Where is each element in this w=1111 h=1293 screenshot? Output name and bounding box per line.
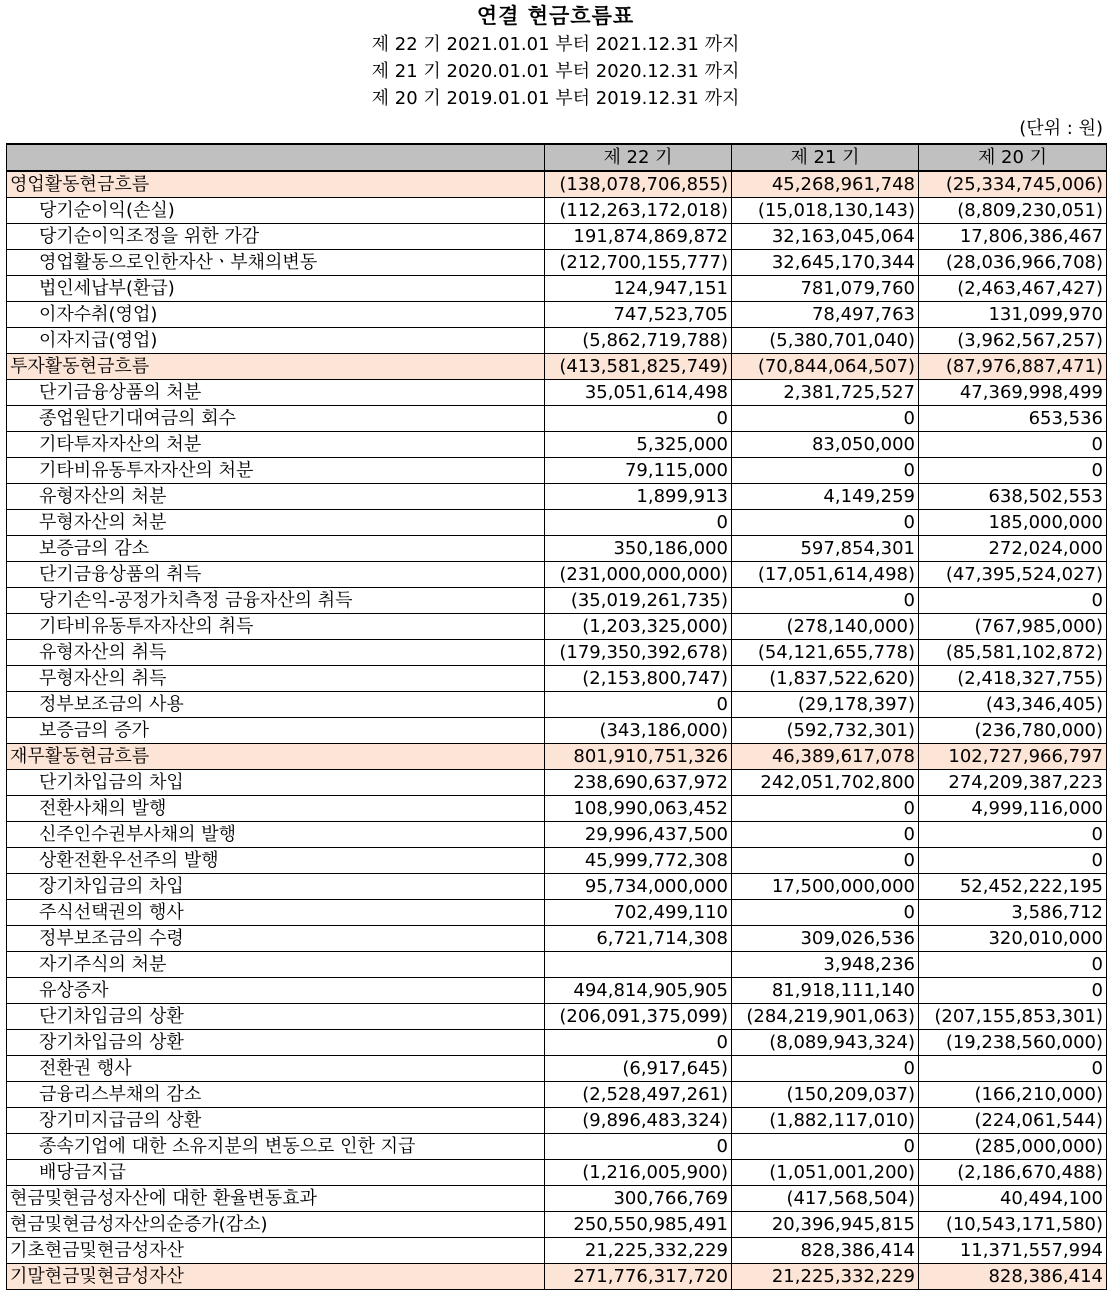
unit-label: (단위 : 원) — [1019, 118, 1103, 139]
value-period-21: 0 — [732, 588, 919, 614]
value-period-20: (2,463,467,427) — [919, 276, 1107, 302]
value-period-20: (25,334,745,006) — [919, 171, 1107, 198]
value-period-22: 124,947,151 — [545, 276, 732, 302]
row-label: 기초현금및현금성자산 — [7, 1238, 545, 1264]
value-period-21: (592,732,301) — [732, 718, 919, 744]
value-period-22: (5,862,719,788) — [545, 328, 732, 354]
column-header-label — [7, 144, 545, 171]
value-period-21: 83,050,000 — [732, 432, 919, 458]
value-period-20: 320,010,000 — [919, 926, 1107, 952]
value-period-22: 0 — [545, 1030, 732, 1056]
value-period-22: 271,776,317,720 — [545, 1264, 732, 1290]
value-period-22: 1,899,913 — [545, 484, 732, 510]
table-row — [7, 406, 1107, 432]
value-period-20: (47,395,524,027) — [919, 562, 1107, 588]
row-label: 장기차입금의 상환 — [7, 1030, 545, 1056]
value-period-20: 0 — [919, 952, 1107, 978]
value-period-22: 79,115,000 — [545, 458, 732, 484]
row-label: 기말현금및현금성자산 — [7, 1264, 545, 1290]
value-period-22: (1,216,005,900) — [545, 1160, 732, 1186]
value-period-21: (8,089,943,324) — [732, 1030, 919, 1056]
row-label: 무형자산의 처분 — [7, 510, 545, 536]
table-row — [7, 718, 1107, 744]
row-label: 유형자산의 취득 — [7, 640, 545, 666]
value-period-20: (28,036,966,708) — [919, 250, 1107, 276]
value-period-21: 81,918,111,140 — [732, 978, 919, 1004]
value-period-22: 300,766,769 — [545, 1186, 732, 1212]
value-period-22: 0 — [545, 692, 732, 718]
row-label: 자기주식의 처분 — [7, 952, 545, 978]
row-label: 주식선택권의 행사 — [7, 900, 545, 926]
table-header-row — [7, 144, 1107, 171]
row-label: 전환사채의 발행 — [7, 796, 545, 822]
value-period-20: 828,386,414 — [919, 1264, 1107, 1290]
table-row — [7, 588, 1107, 614]
table-row — [7, 562, 1107, 588]
value-period-20: 52,452,222,195 — [919, 874, 1107, 900]
row-label: 현금및현금성자산의순증가(감소) — [7, 1212, 545, 1238]
value-period-22: 350,186,000 — [545, 536, 732, 562]
value-period-20: 0 — [919, 458, 1107, 484]
table-body — [7, 171, 1107, 1290]
value-period-20: 17,806,386,467 — [919, 224, 1107, 250]
table-row — [7, 1212, 1107, 1238]
table-row — [7, 1108, 1107, 1134]
table-row — [7, 1134, 1107, 1160]
row-label: 현금및현금성자산에 대한 환율변동효과 — [7, 1186, 545, 1212]
row-label: 유상증자 — [7, 978, 545, 1004]
value-period-20: 4,999,116,000 — [919, 796, 1107, 822]
value-period-21: (70,844,064,507) — [732, 354, 919, 380]
table-row — [7, 926, 1107, 952]
row-label: 재무활동현금흐름 — [7, 744, 545, 770]
value-period-21: 4,149,259 — [732, 484, 919, 510]
value-period-22: 29,996,437,500 — [545, 822, 732, 848]
value-period-20: 0 — [919, 1056, 1107, 1082]
value-period-20: (285,000,000) — [919, 1134, 1107, 1160]
value-period-21: 242,051,702,800 — [732, 770, 919, 796]
table-row — [7, 770, 1107, 796]
value-period-21: 2,381,725,527 — [732, 380, 919, 406]
row-label: 보증금의 증가 — [7, 718, 545, 744]
value-period-22: 5,325,000 — [545, 432, 732, 458]
section-row — [7, 354, 1107, 380]
value-period-20: (767,985,000) — [919, 614, 1107, 640]
row-label: 장기미지급금의 상환 — [7, 1108, 545, 1134]
value-period-20: (2,418,327,755) — [919, 666, 1107, 692]
row-label: 유형자산의 처분 — [7, 484, 545, 510]
value-period-21: (284,219,901,063) — [732, 1004, 919, 1030]
table-row — [7, 510, 1107, 536]
row-label: 기타비유동투자자산의 취득 — [7, 614, 545, 640]
table-row — [7, 432, 1107, 458]
row-label: 이자지급(영업) — [7, 328, 545, 354]
section-row — [7, 171, 1107, 198]
value-period-22: (2,153,800,747) — [545, 666, 732, 692]
value-period-20: 653,536 — [919, 406, 1107, 432]
value-period-21: (278,140,000) — [732, 614, 919, 640]
column-header-period-21: 제 21 기 — [732, 144, 919, 171]
row-label: 단기차입금의 상환 — [7, 1004, 545, 1030]
table-row — [7, 328, 1107, 354]
value-period-21: 32,645,170,344 — [732, 250, 919, 276]
section-row — [7, 744, 1107, 770]
value-period-22: 6,721,714,308 — [545, 926, 732, 952]
value-period-20: 272,024,000 — [919, 536, 1107, 562]
row-label: 배당금지급 — [7, 1160, 545, 1186]
value-period-22: (2,528,497,261) — [545, 1082, 732, 1108]
table-row — [7, 484, 1107, 510]
value-period-21: (1,051,001,200) — [732, 1160, 919, 1186]
row-label: 전환권 행사 — [7, 1056, 545, 1082]
value-period-21: (29,178,397) — [732, 692, 919, 718]
value-period-21: (150,209,037) — [732, 1082, 919, 1108]
value-period-21: 32,163,045,064 — [732, 224, 919, 250]
value-period-20: (166,210,000) — [919, 1082, 1107, 1108]
value-period-22: (9,896,483,324) — [545, 1108, 732, 1134]
value-period-22: (212,700,155,777) — [545, 250, 732, 276]
value-period-20: 40,494,100 — [919, 1186, 1107, 1212]
value-period-20: (2,186,670,488) — [919, 1160, 1107, 1186]
value-period-22: 45,999,772,308 — [545, 848, 732, 874]
value-period-22: 747,523,705 — [545, 302, 732, 328]
value-period-20: 102,727,966,797 — [919, 744, 1107, 770]
value-period-22: 35,051,614,498 — [545, 380, 732, 406]
value-period-22: 191,874,869,872 — [545, 224, 732, 250]
value-period-22: (206,091,375,099) — [545, 1004, 732, 1030]
row-label: 단기금융상품의 취득 — [7, 562, 545, 588]
value-period-21: 0 — [732, 458, 919, 484]
value-period-21: 21,225,332,229 — [732, 1264, 919, 1290]
value-period-20: (43,346,405) — [919, 692, 1107, 718]
value-period-22: (179,350,392,678) — [545, 640, 732, 666]
table-row — [7, 224, 1107, 250]
value-period-20: 0 — [919, 822, 1107, 848]
table-row — [7, 302, 1107, 328]
table-row — [7, 250, 1107, 276]
value-period-22: 801,910,751,326 — [545, 744, 732, 770]
period-line-22: 제 22 기 2021.01.01 부터 2021.12.31 까지 — [371, 34, 740, 55]
value-period-21: 0 — [732, 1056, 919, 1082]
value-period-20: 131,099,970 — [919, 302, 1107, 328]
row-label: 단기차입금의 차입 — [7, 770, 545, 796]
value-period-22: 21,225,332,229 — [545, 1238, 732, 1264]
row-label: 정부보조금의 수령 — [7, 926, 545, 952]
value-period-22: 0 — [545, 406, 732, 432]
value-period-21: (417,568,504) — [732, 1186, 919, 1212]
value-period-20: 638,502,553 — [919, 484, 1107, 510]
value-period-21: 828,386,414 — [732, 1238, 919, 1264]
value-period-21: (1,837,522,620) — [732, 666, 919, 692]
value-period-20: (8,809,230,051) — [919, 198, 1107, 224]
row-label: 영업활동으로인한자산ㆍ부채의변동 — [7, 250, 545, 276]
statement-title: 연결 현금흐름표 — [476, 4, 635, 28]
row-label: 상환전환우선주의 발행 — [7, 848, 545, 874]
table-row — [7, 1082, 1107, 1108]
value-period-21: 45,268,961,748 — [732, 171, 919, 198]
value-period-22: 0 — [545, 510, 732, 536]
table-row — [7, 1186, 1107, 1212]
table-row — [7, 380, 1107, 406]
value-period-20: (87,976,887,471) — [919, 354, 1107, 380]
table-row — [7, 978, 1107, 1004]
value-period-21: 781,079,760 — [732, 276, 919, 302]
row-label: 이자수취(영업) — [7, 302, 545, 328]
table-row — [7, 796, 1107, 822]
value-period-21: 17,500,000,000 — [732, 874, 919, 900]
value-period-21: (5,380,701,040) — [732, 328, 919, 354]
value-period-21: 309,026,536 — [732, 926, 919, 952]
table-row — [7, 1160, 1107, 1186]
value-period-22 — [545, 952, 732, 978]
value-period-20: 47,369,998,499 — [919, 380, 1107, 406]
table-row — [7, 536, 1107, 562]
table-row — [7, 822, 1107, 848]
table-row — [7, 952, 1107, 978]
value-period-21: 0 — [732, 900, 919, 926]
row-label: 기타투자자산의 처분 — [7, 432, 545, 458]
value-period-20: 3,586,712 — [919, 900, 1107, 926]
row-label: 법인세납부(환급) — [7, 276, 545, 302]
value-period-21: 20,396,945,815 — [732, 1212, 919, 1238]
table-row — [7, 614, 1107, 640]
value-period-20: (19,238,560,000) — [919, 1030, 1107, 1056]
cash-flow-table — [6, 143, 1107, 1290]
table-row — [7, 640, 1107, 666]
row-label: 종업원단기대여금의 회수 — [7, 406, 545, 432]
table-row — [7, 848, 1107, 874]
value-period-21: 3,948,236 — [732, 952, 919, 978]
value-period-20: (224,061,544) — [919, 1108, 1107, 1134]
value-period-22: (35,019,261,735) — [545, 588, 732, 614]
value-period-22: 95,734,000,000 — [545, 874, 732, 900]
row-label: 단기금융상품의 처분 — [7, 380, 545, 406]
value-period-20: 0 — [919, 978, 1107, 1004]
value-period-22: (231,000,000,000) — [545, 562, 732, 588]
row-label: 당기순이익조정을 위한 가감 — [7, 224, 545, 250]
value-period-20: (10,543,171,580) — [919, 1212, 1107, 1238]
value-period-21: 0 — [732, 510, 919, 536]
row-label: 투자활동현금흐름 — [7, 354, 545, 380]
value-period-21: 0 — [732, 822, 919, 848]
value-period-22: 250,550,985,491 — [545, 1212, 732, 1238]
value-period-21: 0 — [732, 848, 919, 874]
row-label: 당기손익-공정가치측정 금융자산의 취득 — [7, 588, 545, 614]
table-row — [7, 1030, 1107, 1056]
value-period-22: 0 — [545, 1134, 732, 1160]
value-period-20: (236,780,000) — [919, 718, 1107, 744]
value-period-20: 11,371,557,994 — [919, 1238, 1107, 1264]
table-row — [7, 276, 1107, 302]
value-period-22: (413,581,825,749) — [545, 354, 732, 380]
row-label: 신주인수권부사채의 발행 — [7, 822, 545, 848]
value-period-21: 0 — [732, 1134, 919, 1160]
value-period-20: 0 — [919, 588, 1107, 614]
period-line-20: 제 20 기 2019.01.01 부터 2019.12.31 까지 — [371, 88, 740, 109]
table-row — [7, 458, 1107, 484]
row-label: 기타비유동투자자산의 처분 — [7, 458, 545, 484]
row-label: 종속기업에 대한 소유지분의 변동으로 인한 지급 — [7, 1134, 545, 1160]
table-row — [7, 1238, 1107, 1264]
value-period-21: (17,051,614,498) — [732, 562, 919, 588]
value-period-22: 238,690,637,972 — [545, 770, 732, 796]
value-period-21: (1,882,117,010) — [732, 1108, 919, 1134]
table-row — [7, 1056, 1107, 1082]
table-row — [7, 900, 1107, 926]
value-period-20: 0 — [919, 432, 1107, 458]
table-row — [7, 1004, 1107, 1030]
row-label: 금융리스부채의 감소 — [7, 1082, 545, 1108]
value-period-20: 274,209,387,223 — [919, 770, 1107, 796]
row-label: 정부보조금의 사용 — [7, 692, 545, 718]
value-period-21: 597,854,301 — [732, 536, 919, 562]
value-period-21: 0 — [732, 406, 919, 432]
section-row — [7, 1264, 1107, 1290]
row-label: 장기차입금의 차입 — [7, 874, 545, 900]
value-period-22: (343,186,000) — [545, 718, 732, 744]
table-row — [7, 198, 1107, 224]
value-period-20: (85,581,102,872) — [919, 640, 1107, 666]
row-label: 무형자산의 취득 — [7, 666, 545, 692]
value-period-22: (138,078,706,855) — [545, 171, 732, 198]
value-period-21: (15,018,130,143) — [732, 198, 919, 224]
table-row — [7, 666, 1107, 692]
value-period-22: 494,814,905,905 — [545, 978, 732, 1004]
row-label: 영업활동현금흐름 — [7, 171, 545, 198]
table-row — [7, 874, 1107, 900]
value-period-20: 0 — [919, 848, 1107, 874]
value-period-20: (207,155,853,301) — [919, 1004, 1107, 1030]
row-label: 당기순이익(손실) — [7, 198, 545, 224]
value-period-21: 46,389,617,078 — [732, 744, 919, 770]
value-period-22: (6,917,645) — [545, 1056, 732, 1082]
table-row — [7, 692, 1107, 718]
period-line-21: 제 21 기 2020.01.01 부터 2020.12.31 까지 — [371, 61, 740, 82]
value-period-22: 108,990,063,452 — [545, 796, 732, 822]
value-period-22: (1,203,325,000) — [545, 614, 732, 640]
value-period-21: 0 — [732, 796, 919, 822]
value-period-20: 185,000,000 — [919, 510, 1107, 536]
value-period-22: 702,499,110 — [545, 900, 732, 926]
column-header-period-20: 제 20 기 — [919, 144, 1107, 171]
column-header-period-22: 제 22 기 — [545, 144, 732, 171]
value-period-21: (54,121,655,778) — [732, 640, 919, 666]
value-period-21: 78,497,763 — [732, 302, 919, 328]
value-period-22: (112,263,172,018) — [545, 198, 732, 224]
value-period-20: (3,962,567,257) — [919, 328, 1107, 354]
row-label: 보증금의 감소 — [7, 536, 545, 562]
